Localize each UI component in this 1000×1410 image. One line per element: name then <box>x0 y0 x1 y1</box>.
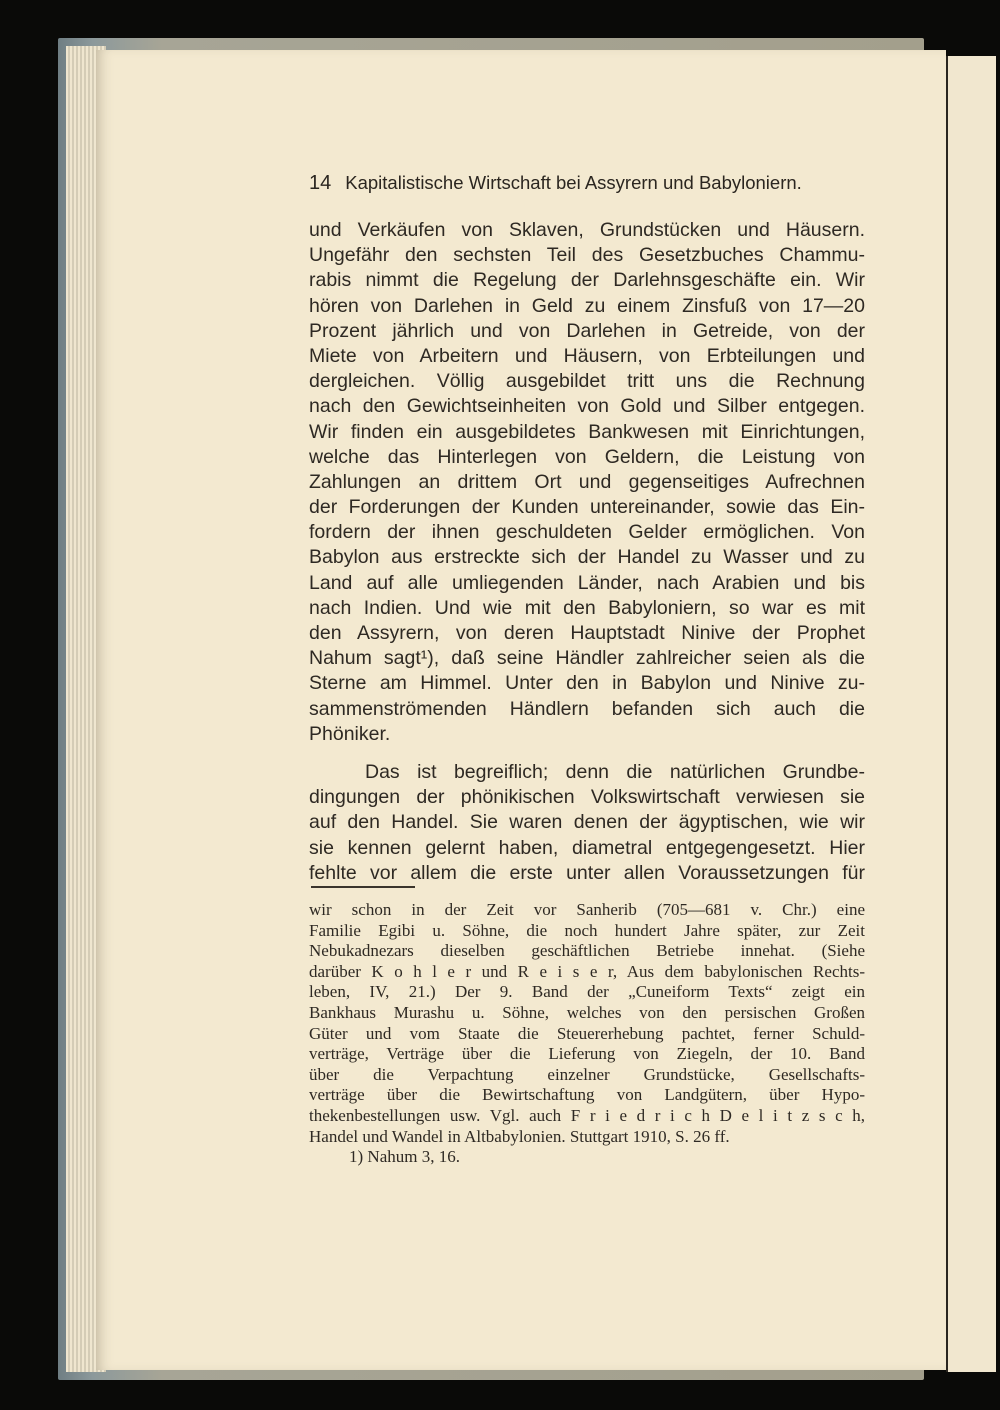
footnote-line: Nebukadnezars dieselben geschäftlichen Betriebe innehat. (Siehe <box>309 941 865 961</box>
page-number: 14 <box>309 172 332 194</box>
text-line: nach Indien. Und wie mit den Babyloniern, so war es mit <box>309 596 865 619</box>
text-line: rabis nimmt die Regelung der Darlehnsgeschäfte ein. Wir <box>309 269 865 292</box>
main-text <box>309 218 865 886</box>
text-line: Sterne am Himmel. Unter den in Babylon und Ninive zu- <box>309 672 865 695</box>
footnote-line: thekenbestellungen usw. Vgl. auch F r i e d r i c h D e l i t z s c h, <box>309 1105 865 1125</box>
footnote-line: über die Verpachtung einzelner Grundstücke, Gesellschafts- <box>309 1064 865 1084</box>
footnote-line: Bankhaus Murashu u. Söhne, welches von den persischen Großen <box>309 1002 865 1022</box>
text-line: Das ist begreiflich; denn die natürlichen Grundbe- <box>365 760 865 783</box>
footnote-line: darüber K o h l e r und R e i s e r, Aus dem babylonischen Rechts- <box>309 961 865 981</box>
running-header <box>309 172 865 195</box>
text-line: Zahlungen an drittem Ort und gegenseitiges Aufrechnen <box>309 470 865 493</box>
text-line: sammenströmenden Händlern befanden sich auch die <box>309 697 865 720</box>
footnote-line: Handel und Wandel in Altbabylonien. Stuttgart 1910, S. 26 ff. <box>309 1126 730 1146</box>
footnote-line: Güter und vom Staate die Steuererhebung pachtet, ferner Schuld- <box>309 1023 865 1043</box>
footnote-line: leben, IV, 21.) Der 9. Band der „Cuneiform Texts“ zeigt ein <box>309 982 865 1002</box>
footnote-1: 1) Nahum 3, 16. <box>349 1147 460 1167</box>
text-line: und Verkäufen von Sklaven, Grundstücken und Häusern. <box>309 219 865 241</box>
text-line: Wir finden ein ausgebildetes Bankwesen mit Einrichtungen, <box>309 420 865 443</box>
text-line: auf den Handel. Sie waren denen der ägyptischen, wie wir <box>309 811 865 834</box>
text-line: nach den Gewichtseinheiten von Gold und Silber entgegen. <box>309 395 865 418</box>
text-line: hören von Darlehen in Geld zu einem Zinsfuß von 17—20 <box>309 294 865 317</box>
footnote-line: wir schon in der Zeit vor Sanherib (705—681 v. Chr.) eine <box>309 900 865 919</box>
text-line: Ungefähr den sechsten Teil des Gesetzbuches Chammu- <box>309 244 865 267</box>
text-line: fehlte vor allem die erste unter allen Voraussetzungen für <box>309 861 865 884</box>
footnote-line: Familie Egibi u. Söhne, die noch hundert Jahre später, zur Zeit <box>309 920 865 940</box>
text-line: Prozent jährlich und von Darlehen in Getreide, von der <box>309 319 865 342</box>
text-line: dergleichen. Völlig ausgebildet tritt uns die Rechnung <box>309 370 865 393</box>
text-line: fordern der ihnen geschuldeten Gelder ermöglichen. Von <box>309 521 865 544</box>
text-line: Land auf alle umliegenden Länder, nach Arabien und bis <box>309 571 865 594</box>
footnote-line: verträge über die Bewirtschaftung von Landgütern, über Hypo- <box>309 1085 865 1105</box>
text-line: Nahum sagt¹), daß seine Händler zahlreicher seien als die <box>309 647 865 670</box>
text-line: Babylon aus erstreckte sich der Handel zu Wasser und zu <box>309 546 865 569</box>
running-title: Kapitalistische Wirtschaft bei Assyrern und Babyloniern. <box>345 172 802 193</box>
text-line: dingungen der phönikischen Volkswirtschaft verwiesen sie <box>309 786 865 809</box>
facing-page-edge <box>946 56 996 1372</box>
footnote-line: verträge, Verträge über die Lieferung von Ziegeln, der 10. Band <box>309 1044 865 1064</box>
text-line: der Forderungen der Kunden untereinander, sowie das Ein- <box>309 496 865 519</box>
text-line: sie kennen gelernt haben, diametral entgegengesetzt. Hier <box>309 836 865 859</box>
text-line: Phöniker. <box>309 722 391 745</box>
text-line: welche das Hinterlegen von Geldern, die Leistung von <box>309 445 865 468</box>
footnotes <box>309 900 865 1168</box>
footnote-separator <box>311 886 415 888</box>
text-line: den Assyrern, von deren Hauptstadt Ninive der Prophet <box>309 622 865 644</box>
text-line: Miete von Arbeitern und Häusern, von Erbteilungen und <box>309 344 865 367</box>
